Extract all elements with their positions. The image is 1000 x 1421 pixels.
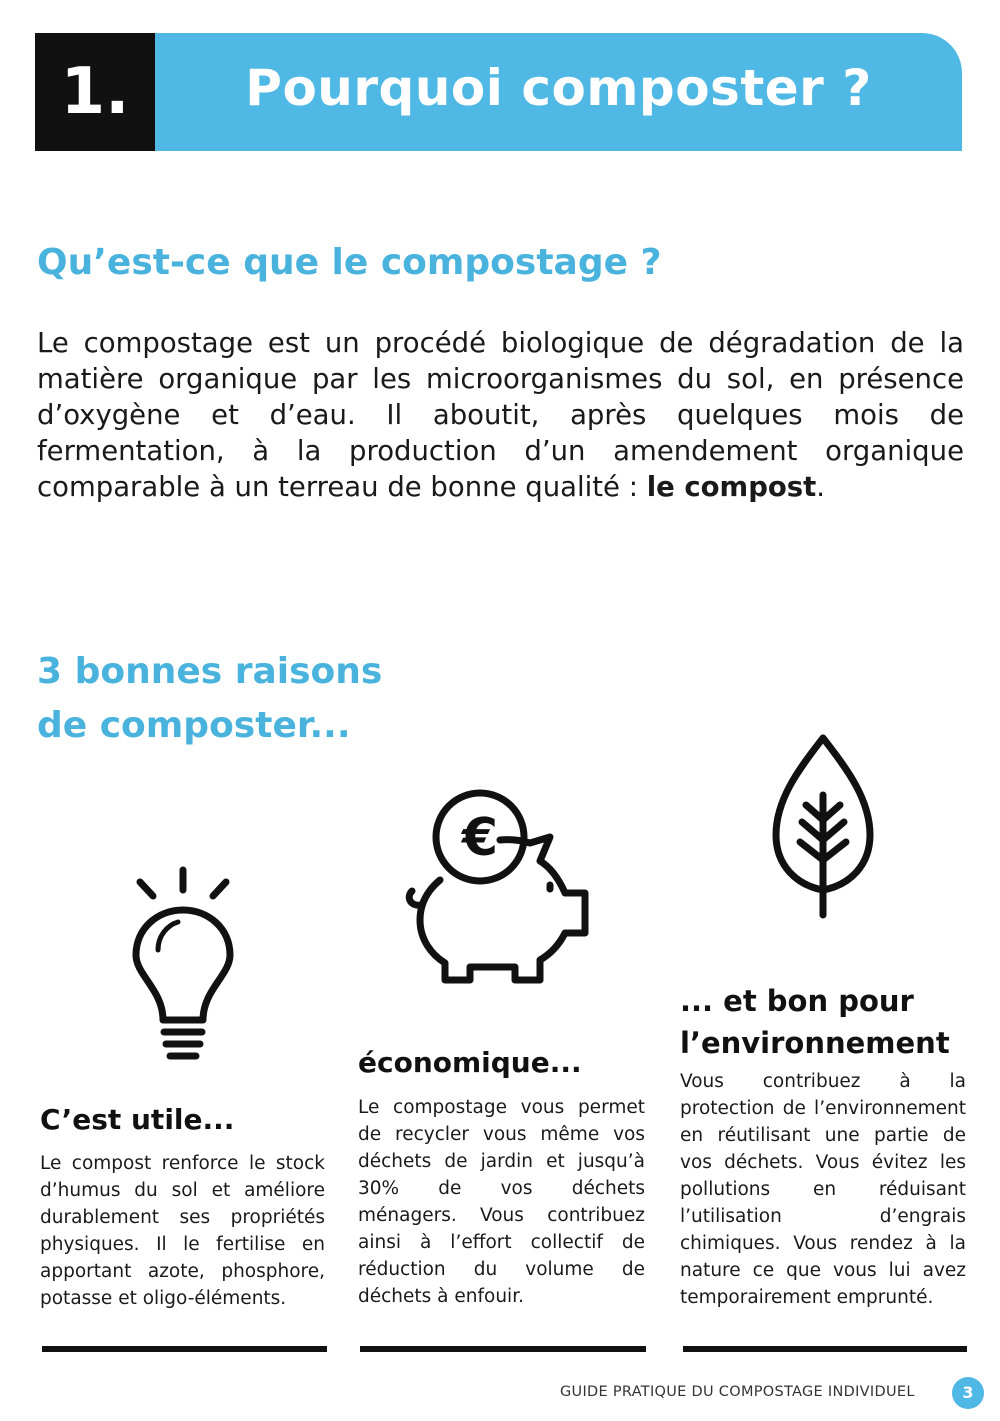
footer-guide-title: GUIDE PRATIQUE DU COMPOSTAGE INDIVIDUEL — [560, 1384, 915, 1400]
leaf-icon — [768, 730, 878, 920]
reason-useful-text: Le compost renforce le stock d’humus du sol et améliore durablement ses propriétés physiques. Il le fertilise en apportant azote, phosphore, potasse et oligo-éléments. — [40, 1153, 325, 1309]
reason-environment-title-line2: l’environnement — [680, 1026, 950, 1060]
section-reasons-title — [37, 645, 382, 753]
reason-economic-text: Le compostage vous permet de recycler vous même vos déchets de jardin et jusqu’à 30% de vos déchets ménagers. Vous contribuez ainsi à l’effort collectif de réduction du volume de déchets à enfouir. — [358, 1097, 645, 1307]
reason-environment-text: Vous contribuez à la protection de l’environnement en réutilisant une partie de vos déchets. Vous évitez les pollutions en réduisant l’utilisation d’engrais chimiques. Vous rendez à la nature ce que vous lui avez temporairement emprunté. — [680, 1071, 966, 1308]
reasons-title-line2: de composter... — [37, 705, 351, 746]
page-number-badge: 3 — [952, 1377, 984, 1409]
chapter-header — [35, 33, 962, 151]
column-divider-3 — [683, 1346, 967, 1352]
reason-environment-title-line1: ... et bon pour — [680, 984, 914, 1018]
svg-text:€: € — [461, 808, 499, 868]
intro-end: . — [816, 471, 826, 503]
section-what-title: Qu’est-ce que le compostage ? — [37, 242, 662, 283]
reason-useful-title: C’est utile... — [40, 1103, 235, 1136]
intro-bold-compost: le compost — [646, 471, 817, 503]
section-what-body — [37, 325, 964, 505]
column-divider-1 — [42, 1346, 327, 1352]
reason-environment-title — [680, 980, 950, 1064]
chapter-title: Pourquoi composter ? — [245, 59, 872, 117]
reason-economic-title: économique... — [358, 1046, 582, 1079]
chapter-number: 1. — [35, 33, 155, 151]
intro-text: Le compostage est un procédé biologique de dégradation de la matière organique par les microorganismes du sol, en présence d’oxygène et d’eau. Il aboutit, après quelques mois de fermentation, à la production d’un amendement organique comparable à un terreau de bonne qualité : — [37, 327, 964, 503]
piggy-bank-euro-icon — [400, 785, 600, 990]
reasons-title-line1: 3 bonnes raisons — [37, 651, 383, 692]
column-divider-2 — [360, 1346, 646, 1352]
chapter-title-bar — [155, 33, 962, 151]
lightbulb-icon — [128, 860, 238, 1070]
